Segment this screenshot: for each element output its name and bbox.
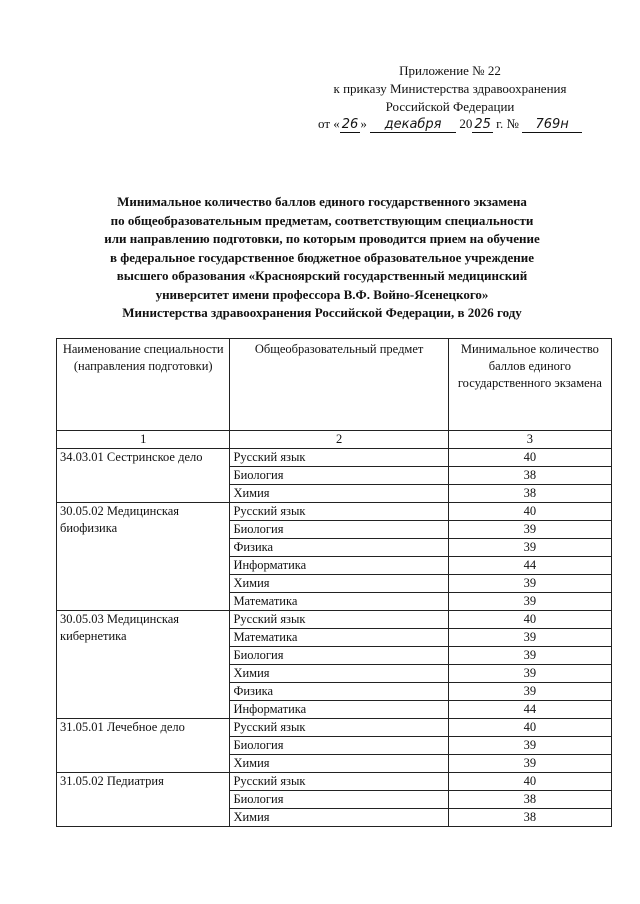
scores-table	[56, 338, 612, 827]
subject-cell: Русский язык	[230, 611, 448, 629]
score-cell: 39	[448, 647, 611, 665]
appendix-country: Российской Федерации	[385, 99, 515, 114]
title-line: Министерства здравоохранения Российской Федерации, в 2026 году	[122, 305, 522, 320]
score-cell: 38	[448, 791, 611, 809]
table-row	[57, 503, 612, 521]
subject-cell: Физика	[230, 683, 448, 701]
subject-cell: Математика	[230, 593, 448, 611]
subject-cell: Русский язык	[230, 719, 448, 737]
specialty-cell: 34.03.01 Сестринское дело	[57, 449, 230, 503]
score-cell: 38	[448, 485, 611, 503]
score-cell: 38	[448, 809, 611, 827]
score-cell: 40	[448, 611, 611, 629]
score-cell: 44	[448, 557, 611, 575]
order-day: 26	[341, 117, 359, 132]
subject-cell: Биология	[230, 467, 448, 485]
specialty-cell: 30.05.02 Медицинская биофизика	[57, 503, 230, 611]
title-line: университет имени профессора В.Ф. Войно-Ясенецкого»	[155, 286, 489, 302]
subject-cell: Биология	[230, 791, 448, 809]
subject-cell: Биология	[230, 647, 448, 665]
title-line: по общеобразовательным предметам, соответствующим специальности	[110, 212, 534, 228]
header-specialty: Наименование специальности (направления подготовки)	[57, 339, 230, 431]
table-row	[57, 719, 612, 737]
score-cell: 40	[448, 773, 611, 791]
score-cell: 39	[448, 575, 611, 593]
score-cell: 40	[448, 503, 611, 521]
score-cell: 38	[448, 467, 611, 485]
order-year-prefix: 20	[459, 116, 473, 131]
subject-cell: Химия	[230, 665, 448, 683]
order-year: 25	[474, 117, 491, 132]
column-number: 1	[57, 431, 230, 449]
table-row	[57, 773, 612, 791]
score-cell: 40	[448, 449, 611, 467]
order-quote: »	[360, 116, 367, 131]
order-year-suffix: г. №	[496, 116, 519, 131]
appendix-header	[300, 62, 600, 116]
score-cell: 39	[448, 755, 611, 773]
subject-cell: Русский язык	[230, 449, 448, 467]
table-body	[57, 449, 612, 827]
order-from: от «	[318, 116, 340, 131]
score-cell: 39	[448, 539, 611, 557]
specialty-cell: 30.05.03 Медицинская кибернетика	[57, 611, 230, 719]
score-cell: 39	[448, 629, 611, 647]
order-month: декабря	[370, 117, 456, 133]
table-row	[57, 449, 612, 467]
subject-cell: Информатика	[230, 557, 448, 575]
subject-cell: Физика	[230, 539, 448, 557]
header-subject: Общеобразовательный предмет	[230, 339, 448, 431]
specialty-cell: 31.05.02 Педиатрия	[57, 773, 230, 827]
score-cell: 44	[448, 701, 611, 719]
subject-cell: Химия	[230, 575, 448, 593]
order-date-line	[318, 116, 582, 133]
subject-cell: Русский язык	[230, 503, 448, 521]
column-number: 2	[230, 431, 448, 449]
header-min-score: Минимальное количество баллов единого государственного экзамена	[448, 339, 611, 431]
title-line: или направлению подготовки, по которым проводится прием на обучение	[104, 231, 540, 246]
appendix-order-ref: к приказу Министерства здравоохранения	[333, 81, 567, 96]
document-title	[62, 193, 582, 323]
subject-cell: Биология	[230, 737, 448, 755]
table-row	[57, 611, 612, 629]
column-number: 3	[448, 431, 611, 449]
score-cell: 40	[448, 719, 611, 737]
subject-cell: Математика	[230, 629, 448, 647]
score-cell: 39	[448, 521, 611, 539]
title-line: высшего образования «Красноярский государственный медицинский	[116, 268, 528, 283]
score-cell: 39	[448, 737, 611, 755]
subject-cell: Русский язык	[230, 773, 448, 791]
title-line: в федеральное государственное бюджетное образовательное учреждение	[110, 249, 534, 265]
appendix-number: Приложение № 22	[399, 63, 501, 78]
subject-cell: Информатика	[230, 701, 448, 719]
subject-cell: Химия	[230, 809, 448, 827]
score-cell: 39	[448, 683, 611, 701]
title-line: Минимальное количество баллов единого государственного экзамена	[117, 194, 527, 209]
subject-cell: Биология	[230, 521, 448, 539]
score-cell: 39	[448, 593, 611, 611]
score-cell: 39	[448, 665, 611, 683]
order-number: 769н	[522, 117, 582, 133]
specialty-cell: 31.05.01 Лечебное дело	[57, 719, 230, 773]
subject-cell: Химия	[230, 485, 448, 503]
subject-cell: Химия	[230, 755, 448, 773]
